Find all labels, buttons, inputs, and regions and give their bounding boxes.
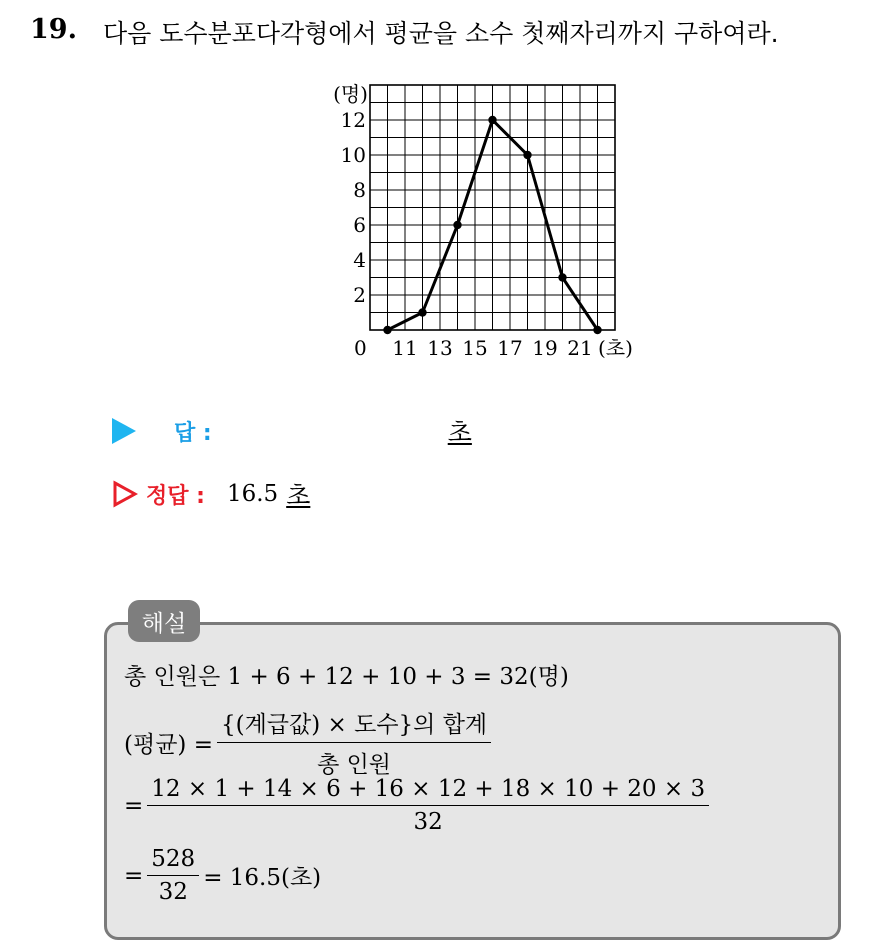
data-point xyxy=(523,151,531,159)
y-tick-label: 10 xyxy=(340,143,366,167)
result-rhs: = 16.5(초) xyxy=(203,865,322,891)
calc-numerator: 12 × 1 + 14 × 6 + 16 × 12 + 18 × 10 + 20 × 3 xyxy=(147,776,709,806)
answer-row xyxy=(112,413,472,449)
frequency-polygon-chart xyxy=(300,75,650,370)
play-filled-icon xyxy=(112,418,136,444)
solution-tag: 해설 xyxy=(128,600,200,642)
correct-answer-label: 정답 : xyxy=(146,483,205,509)
mean-formula-numerator: {(계급값) × 도수}의 합계 xyxy=(217,706,491,743)
x-tick-label: 21 xyxy=(567,336,593,360)
data-point xyxy=(488,116,496,124)
y-axis-label: (명) xyxy=(333,82,368,106)
question-number: 19. xyxy=(30,14,77,45)
data-point xyxy=(593,326,601,334)
result-denominator: 32 xyxy=(158,879,188,905)
solution-calc xyxy=(124,776,713,835)
origin-label: 0 xyxy=(354,336,367,360)
mean-lhs: (평균) = xyxy=(124,732,213,758)
y-tick-label: 4 xyxy=(353,248,366,272)
y-tick-label: 6 xyxy=(353,213,366,237)
solution-total xyxy=(124,658,569,691)
calc-fraction xyxy=(147,776,709,835)
x-tick-label: 17 xyxy=(497,336,523,360)
x-tick-label: 15 xyxy=(462,336,488,360)
correct-answer-row xyxy=(112,476,310,512)
data-point xyxy=(418,308,426,316)
y-tick-label: 8 xyxy=(353,178,366,202)
calc-equals: = xyxy=(124,792,144,819)
x-tick-label: 19 xyxy=(532,336,558,360)
solution-mean-formula xyxy=(124,706,495,779)
y-tick-label: 2 xyxy=(353,283,366,307)
mean-formula-fraction xyxy=(217,706,491,779)
answer-unit: 초 xyxy=(447,418,472,447)
y-tick-label: 12 xyxy=(340,108,366,132)
data-point xyxy=(383,326,391,334)
correct-answer-value: 16.5 xyxy=(226,481,279,507)
x-tick-label: 13 xyxy=(427,336,453,360)
solution-total-text: 총 인원은 1 + 6 + 12 + 10 + 3 = 32(명) xyxy=(124,664,569,690)
solution-result xyxy=(124,846,321,905)
x-axis-label: (초) xyxy=(598,336,633,360)
result-fraction xyxy=(147,846,199,905)
answer-label: 답 : xyxy=(174,420,212,446)
question-text: 다음 도수분포다각형에서 평균을 소수 첫째자리까지 구하여라. xyxy=(103,19,779,48)
data-point xyxy=(558,273,566,281)
result-equals: = xyxy=(124,862,144,889)
data-point xyxy=(453,221,461,229)
correct-answer-unit: 초 xyxy=(286,481,311,510)
result-numerator: 528 xyxy=(147,846,199,876)
calc-denominator: 32 xyxy=(413,809,443,835)
mean-formula-denominator: 총 인원 xyxy=(317,752,392,778)
x-tick-label: 11 xyxy=(392,336,418,360)
play-outline-icon xyxy=(112,480,138,508)
